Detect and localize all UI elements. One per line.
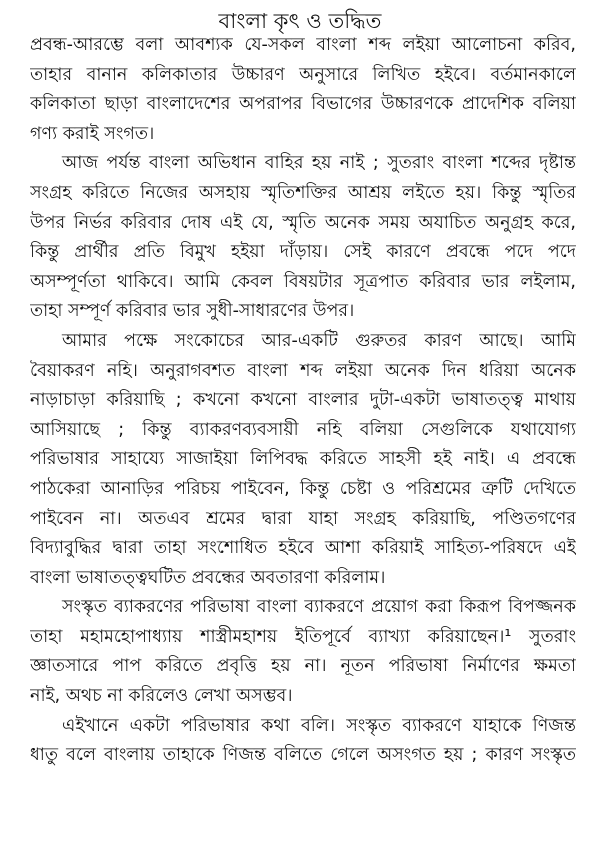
text-line: বিদ্যাবুদ্ধির দ্বারা তাহা সংশোধিত হইবে আশা করিয়াই সাহিত্য-পরিষদে এই	[30, 538, 576, 559]
text-line: পাইবেন না। অতএব শ্রমের দ্বারা যাহা সংগ্রহ করিয়াছি, পণ্ডিতগণের	[30, 508, 576, 529]
text-line: উপর নির্ভর করিবার দোষ এই যে, স্মৃতি অনেক সময় অযাচিত অনুগ্রহ করে,	[30, 212, 576, 233]
text-line: প্রবন্ধ-আরম্ভে বলা আবশ্যক যে-সকল বাংলা শব্দ লইয়া আলোচনা করিব,	[30, 35, 576, 55]
text-line: এইখানে একটা পরিভাষার কথা বলি। সংস্কৃত ব্যাকরণে যাহাকে ণিজন্ত	[62, 715, 576, 736]
document-body	[30, 31, 576, 771]
text-line: সংস্কৃত ব্যাকরণের পরিভাষা বাংলা ব্যাকরণে প্রয়োগ করা কিরূপ বিপজ্জনক	[62, 597, 576, 618]
paragraph	[30, 593, 576, 711]
page-title: বাংলা কৃৎ ও তদ্ধিত	[218, 9, 382, 33]
text-line: নাড়াচাড়া করিয়াছি ; কখনো কখনো বাংলার দুটা-একটা ভাষাতত্ত্ব মাথায়	[30, 390, 576, 411]
text-line: গণ্য করাই সংগত।	[30, 123, 155, 144]
text-line: তাহা সম্পূর্ণ করিবার ভার সুধী-সাধারণের উপর।	[30, 301, 355, 322]
text-line: বাংলা ভাষাতত্ত্বঘটিত প্রবন্ধের অবতারণা করিলাম।	[30, 567, 386, 588]
text-line: আজ পর্যন্ত বাংলা অভিধান বাহির হয় নাই ; সুতরাং বাংলা শব্দের দৃষ্টান্ত	[62, 153, 576, 174]
text-line: পাঠকেরা আনাড়ির পরিচয় পাইবেন, কিন্তু চেষ্টা ও পরিশ্রমের ত্রুটি দেখিতে	[30, 478, 576, 499]
text-line: পরিভাষার সাহায্যে সাজাইয়া লিপিবদ্ধ করিতে সাহসী হই নাই। এ প্রবন্ধে	[30, 449, 576, 470]
text-line: বৈয়াকরণ নহি। অনুরাগবশত বাংলা শব্দ লইয়া অনেক দিন ধরিয়া অনেক	[30, 360, 576, 381]
paragraph	[30, 31, 576, 149]
text-line: নাই, অথচ না করিলেও লেখা অসম্ভব।	[30, 686, 293, 707]
text-line: তাহা মহামহোপাধ্যায় শাস্ত্রীমহাশয় ইতিপূর্বে ব্যাখ্যা করিয়াছেন।¹ সুতরাং	[30, 626, 576, 647]
text-line: কলিকাতা ছাড়া বাংলাদেশের অপরাপর বিভাগের উচ্চারণকে প্রাদেশিক বলিয়া	[30, 94, 576, 115]
paragraph	[30, 327, 576, 593]
paragraph	[30, 149, 576, 327]
text-line: অসম্পূর্ণতা থাকিবে। আমি কেবল বিষয়টার সূত্রপাত করিবার ভার লইলাম,	[30, 271, 576, 292]
text-line: তাহার বানান কলিকাতার উচ্চারণ অনুসারে লিখিত হইবে। বর্তমানকালে	[30, 64, 576, 85]
text-line: ধাতু বলে বাংলায় তাহাকে ণিজন্ত বলিতে গেলে অসংগত হয় ; কারণ সংস্কৃত	[30, 745, 576, 766]
text-line: আমার পক্ষে সংকোচের আর-একটি গুরুতর কারণ আছে। আমি	[62, 330, 576, 351]
text-line: কিন্তু প্রার্থীর প্রতি বিমুখ হইয়া দাঁড়ায়। সেই কারণে প্রবন্ধে পদে পদে	[30, 242, 576, 263]
text-line: জ্ঞাতসারে পাপ করিতে প্রবৃত্তি হয় না। নূতন পরিভাষা নির্মাণের ক্ষমতা	[30, 656, 576, 677]
text-line: আসিয়াছে ; কিন্তু ব্যাকরণব্যবসায়ী নহি বলিয়া সেগুলিকে যথাযোগ্য	[30, 419, 576, 440]
paragraph	[30, 712, 576, 771]
text-line: সংগ্রহ করিতে নিজের অসহায় স্মৃতিশক্তির আশ্রয় লইতে হয়। কিন্তু স্মৃতির	[30, 182, 576, 203]
